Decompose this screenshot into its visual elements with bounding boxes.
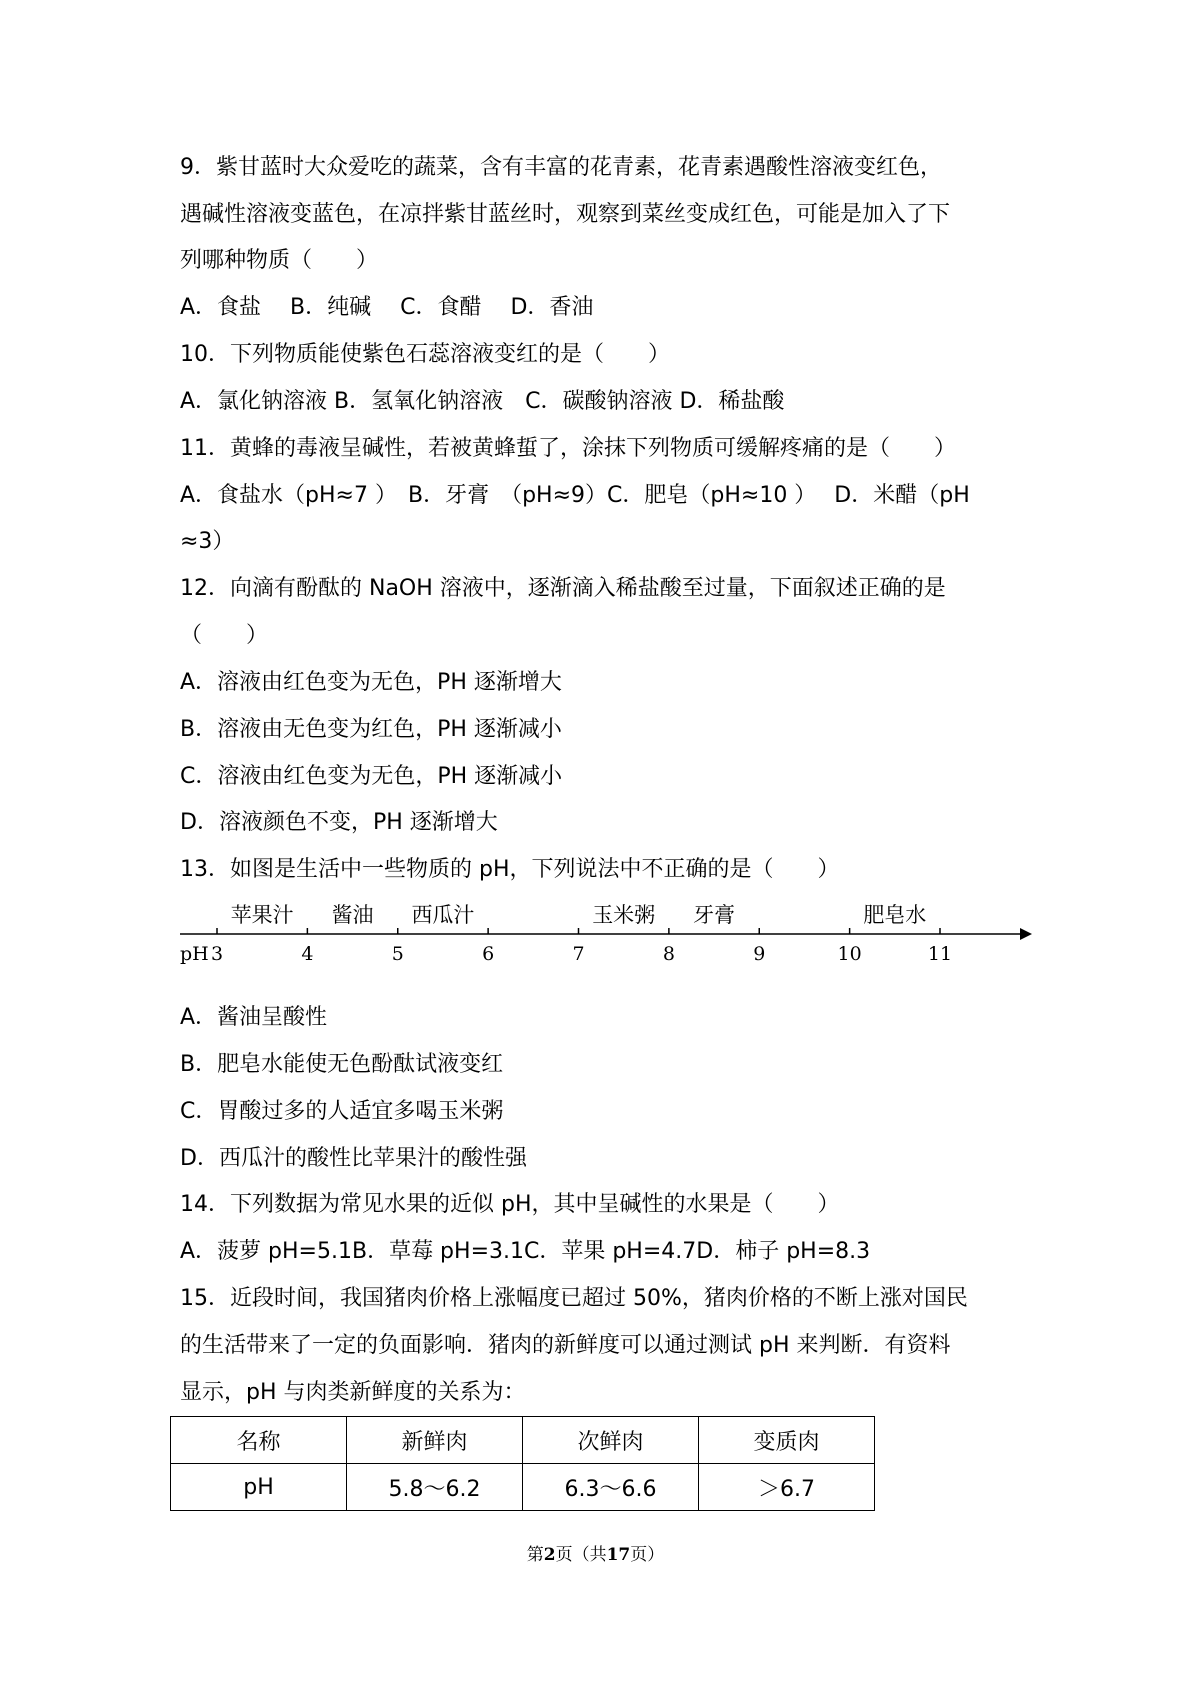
q15-stem-2: 的生活带来了一定的负面影响．猪肉的新鲜度可以通过测试 pH 来判断．有资料: [180, 1333, 951, 1358]
q13-option-a: A．酱油呈酸性: [180, 1005, 328, 1030]
axis-label: pH: [180, 943, 209, 965]
q13-option-c: C．胃酸过多的人适宜多喝玉米粥: [180, 1099, 504, 1124]
q13-stem: 13．如图是生活中一些物质的 pH，下列说法中不正确的是（ ）: [180, 857, 840, 882]
q12-stem-2: （ ）: [180, 623, 269, 648]
q12-option-a: A．溶液由红色变为无色，PH 逐渐增大: [180, 670, 562, 695]
q10-options: A．氯化钠溶液 B．氢氧化钠溶液 C．碳酸钠溶液 D．稀盐酸: [180, 389, 785, 414]
q9-line-1: 9．紫甘蓝时大众爱吃的蔬菜，含有丰富的花青素，花青素遇酸性溶液变红色，: [180, 155, 942, 180]
q9-line-2: 遇碱性溶液变蓝色，在凉拌紫甘蓝丝时，观察到菜丝变成红色，可能是加入了下: [180, 202, 951, 227]
q11-stem: 11．黄蜂的毒液呈碱性，若被黄蜂蜇了，涂抹下列物质可缓解疼痛的是（ ）: [180, 436, 956, 461]
tick-label: 10: [837, 943, 862, 965]
q12-option-b: B．溶液由无色变为红色，PH 逐渐减小: [180, 717, 562, 742]
q14-options: A．菠萝 pH=5.1B．草莓 pH=3.1C．苹果 pH=4.7D．柿子 pH=8.3: [180, 1239, 871, 1264]
tick-label: 11: [927, 943, 953, 965]
table-cell: 次鲜肉: [523, 1417, 699, 1464]
q14-stem: 14．下列数据为常见水果的近似 pH，其中呈碱性的水果是（ ）: [180, 1192, 840, 1217]
page-footer: [0, 1540, 1191, 1565]
table-cell: 变质肉: [699, 1417, 875, 1464]
table-cell: pH: [171, 1464, 347, 1511]
ph-freshness-table: [170, 1416, 875, 1511]
table-cell: 新鲜肉: [347, 1417, 523, 1464]
item-label: 肥皂水: [863, 903, 927, 927]
tick-label: 6: [482, 943, 495, 965]
item-label: 牙膏: [693, 903, 736, 927]
item-label: 玉米粥: [592, 903, 656, 927]
ph-number-line: [180, 898, 1040, 970]
q12-stem-1: 12．向滴有酚酞的 NaOH 溶液中，逐渐滴入稀盐酸至过量，下面叙述正确的是: [180, 576, 946, 601]
q13-option-b: B．肥皂水能使无色酚酞试液变红: [180, 1052, 504, 1077]
table-cell: ＞6.7: [699, 1464, 875, 1511]
item-label: 酱油: [331, 903, 374, 927]
tick-label: 3: [210, 943, 224, 965]
item-label: 苹果汁: [230, 903, 294, 927]
q10-stem: 10．下列物质能使紫色石蕊溶液变红的是（ ）: [180, 342, 670, 367]
q15-stem-1: 15．近段时间，我国猪肉价格上涨幅度已超过 50%，猪肉价格的不断上涨对国民: [180, 1286, 968, 1311]
tick-label: 5: [391, 943, 404, 965]
footer-suffix: 页）: [630, 1545, 665, 1565]
tick-label: 8: [662, 943, 675, 965]
q9-line-3: 列哪种物质（ ）: [180, 248, 379, 273]
table-row: [171, 1417, 875, 1464]
table-cell: 6.3～6.6: [523, 1464, 699, 1511]
table-cell: 名称: [171, 1417, 347, 1464]
footer-total-pages: 17: [606, 1545, 631, 1565]
tick-label: 9: [753, 943, 766, 965]
table-cell: 5.8～6.2: [347, 1464, 523, 1511]
tick-label: 7: [572, 943, 585, 965]
table-row: [171, 1464, 875, 1511]
tick-label: 4: [301, 943, 314, 965]
q11-options-2: ≈3）: [180, 529, 235, 554]
q12-option-d: D．溶液颜色不变，PH 逐渐增大: [180, 810, 498, 835]
footer-mid: 页（共: [555, 1545, 607, 1565]
q12-option-c: C．溶液由红色变为无色，PH 逐渐减小: [180, 764, 563, 789]
q15-stem-3: 显示，pH 与肉类新鲜度的关系为：: [180, 1380, 526, 1405]
item-label: 西瓜汁: [411, 903, 475, 927]
q9-options: A．食盐 B．纯碱 C．食醋 D．香油: [180, 295, 594, 320]
axis-arrow-icon: [1020, 928, 1032, 940]
q13-option-d: D．西瓜汁的酸性比苹果汁的酸性强: [180, 1146, 527, 1171]
footer-page-number: 2: [543, 1545, 556, 1565]
footer-prefix: 第: [526, 1545, 544, 1565]
q11-options-1: A．食盐水（pH≈7 ） B．牙膏 （pH≈9）C．肥皂（pH≈10 ） D．米醋（pH: [180, 483, 970, 508]
